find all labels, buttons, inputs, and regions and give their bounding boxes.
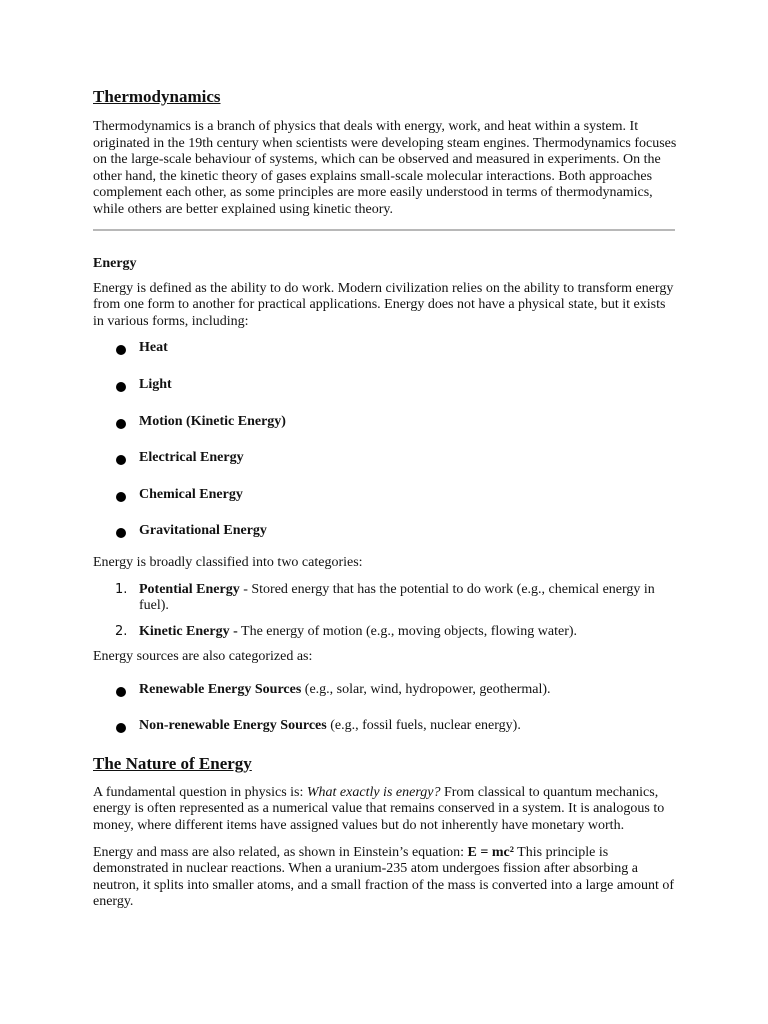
energy-definition: Energy is defined as the ability to do work. Modern civilization relies on the ability to transform energy from one form to another for practical applications. Energy does not have a physical state, but it exists in various forms, including:: [93, 280, 674, 329]
bullet-icon: [116, 492, 126, 502]
category-term: Kinetic Energy -: [139, 623, 238, 639]
energy-form-label: Light: [139, 376, 172, 392]
bullet-icon: [116, 345, 126, 355]
bullet-icon: [116, 419, 126, 429]
list-item: [93, 340, 677, 377]
source-term: Non-renewable Energy Sources: [139, 718, 327, 734]
list-number: 2.: [115, 623, 128, 639]
list-item: [93, 624, 677, 641]
bullet-icon: [116, 687, 126, 697]
einstein-equation: E = mc²: [467, 844, 514, 860]
sources-lead: Energy sources are also categorized as:: [93, 649, 313, 665]
list-number: 1.: [115, 581, 128, 597]
energy-heading: Energy: [93, 255, 137, 271]
energy-forms-list: [93, 340, 677, 560]
energy-sources-list: [93, 682, 677, 755]
list-item: [93, 682, 677, 719]
list-item: [93, 718, 677, 755]
source-description: (e.g., solar, wind, hydropower, geothermal).: [301, 681, 551, 697]
bullet-icon: [116, 723, 126, 733]
list-item: [93, 414, 677, 451]
energy-form-label: Chemical Energy: [139, 486, 243, 502]
nature-of-energy-heading: The Nature of Energy: [93, 753, 252, 773]
classification-lead: Energy is broadly classified into two categories:: [93, 554, 363, 570]
energy-form-label: Heat: [139, 340, 168, 356]
list-item: [93, 523, 677, 560]
nature-paragraph-2: [93, 845, 677, 911]
energy-form-label: Motion (Kinetic Energy): [139, 413, 286, 429]
nature-paragraph-1: [93, 785, 677, 835]
energy-categories-list: [93, 582, 677, 641]
text-run: Energy and mass are also related, as shown in Einstein’s equation:: [93, 844, 468, 860]
category-description: The energy of motion (e.g., moving objects, flowing water).: [237, 623, 578, 639]
italic-question: What exactly is energy?: [306, 784, 441, 800]
category-description: - Stored energy that has the potential to do work (e.g., chemical energy in fuel).: [139, 581, 655, 614]
source-description: (e.g., fossil fuels, nuclear energy).: [326, 718, 521, 734]
horizontal-divider: [93, 229, 675, 231]
category-term: Potential Energy: [139, 581, 240, 597]
bullet-icon: [116, 528, 126, 538]
list-item: [93, 450, 677, 487]
document-page: [93, 86, 677, 911]
source-term: Renewable Energy Sources: [139, 681, 302, 697]
bullet-icon: [116, 382, 126, 392]
text-run: This principle is demonstrated in nuclear reactions. When a uranium-235 atom undergoes fission after absorbing a neutron, it splits into smaller atoms, and a small fraction of the mass is converted into a large amount of energy.: [93, 844, 674, 910]
list-item: [93, 582, 677, 615]
text-run: A fundamental question in physics is:: [93, 784, 307, 800]
energy-form-label: Electrical Energy: [139, 450, 244, 466]
list-item: [93, 377, 677, 414]
intro-paragraph: Thermodynamics is a branch of physics that deals with energy, work, and heat within a system. It originated in the 19th century when scientists were developing steam engines. Thermodynamics focuses on the large-scale behaviour of systems, which can be observed and measured in experiments. On the other hand, the kinetic theory of gases explains small-scale molecular interactions. Both approaches complement each other, as some principles are more easily understood in terms of thermodynamics, while others are better explained using kinetic theory.: [93, 119, 677, 217]
text-run: From classical to quantum mechanics, energy is often represented as a numerical value that remains conserved in a system. It is analogous to money, where different items have assigned values but do not inherently have monetary worth.: [93, 784, 665, 834]
list-item: [93, 487, 677, 524]
bullet-icon: [116, 455, 126, 465]
page-title: Thermodynamics: [93, 87, 221, 106]
energy-form-label: Gravitational Energy: [139, 523, 267, 539]
